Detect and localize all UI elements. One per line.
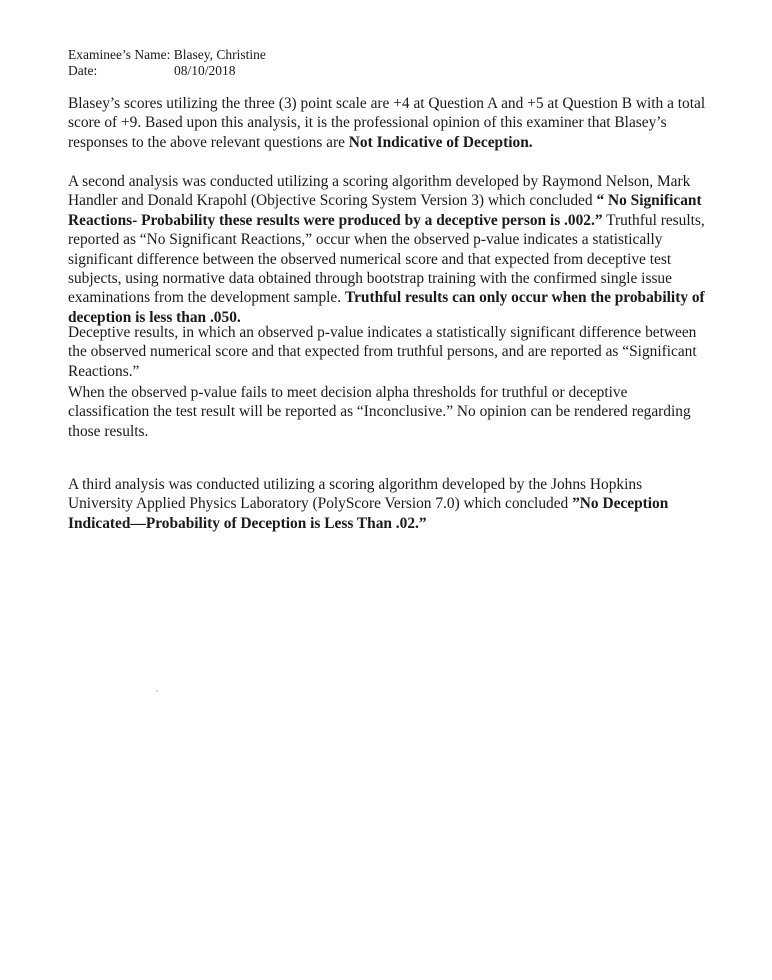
examinee-name-label: Examinee’s Name: [68,47,171,62]
paragraph-bold-text: “ No Significant Reactions- Probability these results were produced by a deceptive person is .002.” [68,192,702,229]
document-header [68,47,266,79]
date-value: 08/10/2018 [174,63,236,78]
scan-speck [156,690,158,692]
paragraph-bold-text: Truthful results can only occur when the probability of deception is less than .050. [68,289,705,326]
examinee-name-row [68,47,266,63]
paragraph-third-analysis [68,475,708,533]
paragraph-inconclusive [68,383,708,441]
paragraph-text: A third analysis was conducted utilizing a scoring algorithm developed by the Johns Hopkins University Applied Physics Laboratory (PolyScore Version 7.0) which concluded [68,476,643,513]
paragraph-bold-text: ”No Deception Indicated—Probability of Deception is Less Than .02.” [68,495,669,532]
paragraph-text: When the observed p-value fails to meet decision alpha thresholds for truthful or deceptive classification the test result will be reported as “Inconclusive.” No opinion can be rendered regarding those results. [68,384,691,440]
date-label: Date: [68,63,98,78]
paragraph-deceptive-results [68,323,708,381]
paragraph-second-analysis [68,172,708,327]
paragraph-bold-text: Not Indicative of Deception. [348,133,533,151]
paragraph-text: Truthful results, reported as “No Significant Reactions,” occur when the observed p-value indicates a statistically significant difference between the observed numerical score and that expected from deceptive test subjects, using normative data obtained through bootstrap training with the confirmed single issue examinations from the development sample. [68,211,705,307]
date-row [68,63,266,79]
paragraph-text: Blasey’s scores utilizing the three (3) point scale are +4 at Question A and +5 at Question B with a total score of +9. Based upon this analysis, it is the professional opinion of this examiner that Blasey’s responses to the above relevant questions are [68,95,706,151]
examinee-name-value: Blasey, Christine [173,47,266,62]
paragraph-text: A second analysis was conducted utilizing a scoring algorithm developed by Raymond Nelson, Mark Handler and Donald Krapohl (Objective Scoring System Version 3) which concluded [68,173,691,210]
paragraph-scores-summary [68,94,708,152]
paragraph-text: Deceptive results, in which an observed p-value indicates a statistically significant difference between the observed numerical score and that expected from truthful persons, and are reported as “Significant Reactions.” [68,324,697,380]
